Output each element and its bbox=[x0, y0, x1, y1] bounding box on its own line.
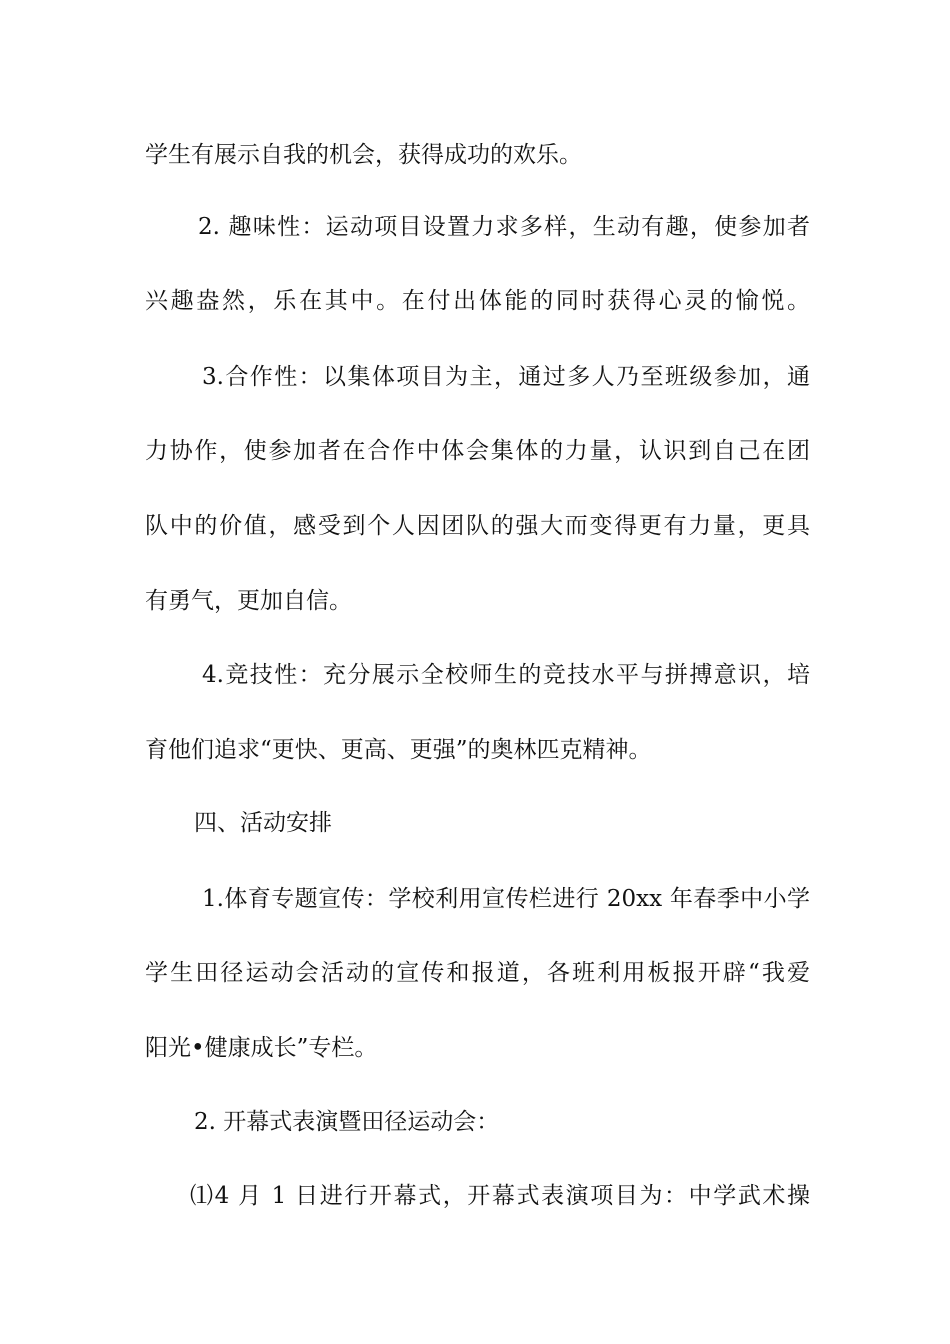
paragraph-line: 兴趣盎然，乐在其中。在付出体能的同时获得心灵的愉悦。 bbox=[145, 288, 810, 314]
paragraph-line: 4.竞技性：充分展示全校师生的竞技水平与拼搏意识，培 bbox=[202, 662, 810, 688]
paragraph-line: 力协作，使参加者在合作中体会集体的力量，认识到自己在团 bbox=[145, 438, 810, 464]
paragraph-line: 队中的价值，感受到个人因团队的强大而变得更有力量，更具 bbox=[145, 513, 810, 539]
section-heading: 四、活动安排 bbox=[194, 810, 332, 836]
paragraph-line: 学生田径运动会活动的宣传和报道，各班利用板报开辟“我爱 bbox=[145, 960, 810, 986]
paragraph-line: 3.合作性：以集体项目为主，通过多人乃至班级参加，通 bbox=[202, 364, 810, 390]
paragraph-line: 2. 趣味性：运动项目设置力求多样，生动有趣，使参加者 bbox=[198, 214, 810, 240]
paragraph-line: 阳光•健康成长”专栏。 bbox=[145, 1035, 378, 1061]
paragraph-line: 有勇气，更加自信。 bbox=[145, 588, 352, 614]
paragraph-line: ⑴4 月 1 日进行开幕式，开幕式表演项目为：中学武术操 bbox=[190, 1183, 810, 1209]
paragraph-line: 1.体育专题宣传：学校利用宣传栏进行 20xx 年春季中小学 bbox=[202, 886, 810, 912]
paragraph-line: 2. 开幕式表演暨田径运动会： bbox=[194, 1109, 500, 1135]
paragraph-line: 学生有展示自我的机会，获得成功的欢乐。 bbox=[145, 142, 582, 168]
paragraph-line: 育他们追求“更快、更高、更强”的奥林匹克精神。 bbox=[145, 737, 652, 763]
